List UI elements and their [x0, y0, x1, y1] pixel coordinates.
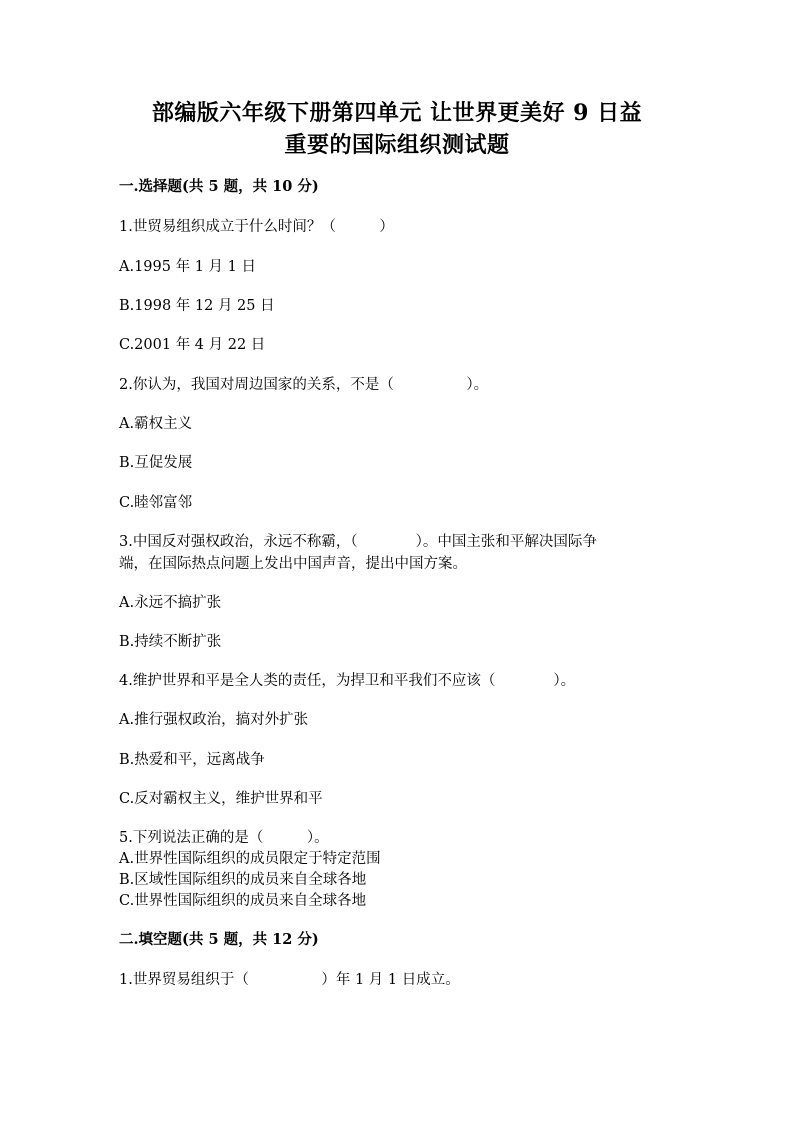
question-4-option-a: A.推行强权政治，搞对外扩张	[119, 712, 309, 728]
question-3-option-b: B.持续不断扩张	[119, 634, 222, 650]
question-4-option-c: C.反对霸权主义，维护世界和平	[119, 791, 323, 807]
question-3-stem-line-2: 端，在国际热点问题上发出中国声音，提出中国方案。	[119, 556, 467, 572]
section-heading-fill-in: 二.填空题(共 5 题，共 12 分)	[119, 931, 319, 948]
question-5-stem: 5.下列说法正确的是（ ）。	[119, 830, 329, 846]
question-1-option-b: B.1998 年 12 月 25 日	[119, 298, 275, 314]
question-3-stem-line-1: 3.中国反对强权政治，永远不称霸，（ ）。中国主张和平解决国际争	[119, 534, 597, 550]
section-heading-multiple-choice: 一.选择题(共 5 题，共 10 分)	[119, 178, 319, 195]
question-2-stem: 2.你认为，我国对周边国家的关系，不是（ ）。	[119, 377, 489, 393]
question-5-option-c: C.世界性国际组织的成员来自全球各地	[119, 893, 367, 909]
question-2-option-b: B.互促发展	[119, 455, 193, 471]
fill-question-1-stem: 1.世界贸易组织于（ ）年 1 月 1 日成立。	[119, 972, 460, 988]
document-title-line-1: 部编版六年级下册第四单元 让世界更美好 9 日益	[151, 100, 643, 126]
question-1-stem: 1.世贸易组织成立于什么时间？（ ）	[119, 219, 394, 235]
question-4-option-b: B.热爱和平，远离战争	[119, 752, 265, 768]
question-5-option-b: B.区域性国际组织的成员来自全球各地	[119, 872, 367, 888]
question-1-option-a: A.1995 年 1 月 1 日	[119, 259, 256, 275]
question-3-option-a: A.永远不搞扩张	[119, 595, 222, 611]
question-2-option-c: C.睦邻富邻	[119, 495, 193, 511]
document-title-line-2: 重要的国际组织测试题	[284, 132, 510, 158]
question-1-option-c: C.2001 年 4 月 22 日	[119, 337, 266, 353]
question-5-option-a: A.世界性国际组织的成员限定于特定范围	[119, 851, 381, 867]
question-2-option-a: A.霸权主义	[119, 416, 193, 432]
question-4-stem: 4.维护世界和平是全人类的责任，为捍卫和平我们不应该（ ）。	[119, 673, 576, 689]
